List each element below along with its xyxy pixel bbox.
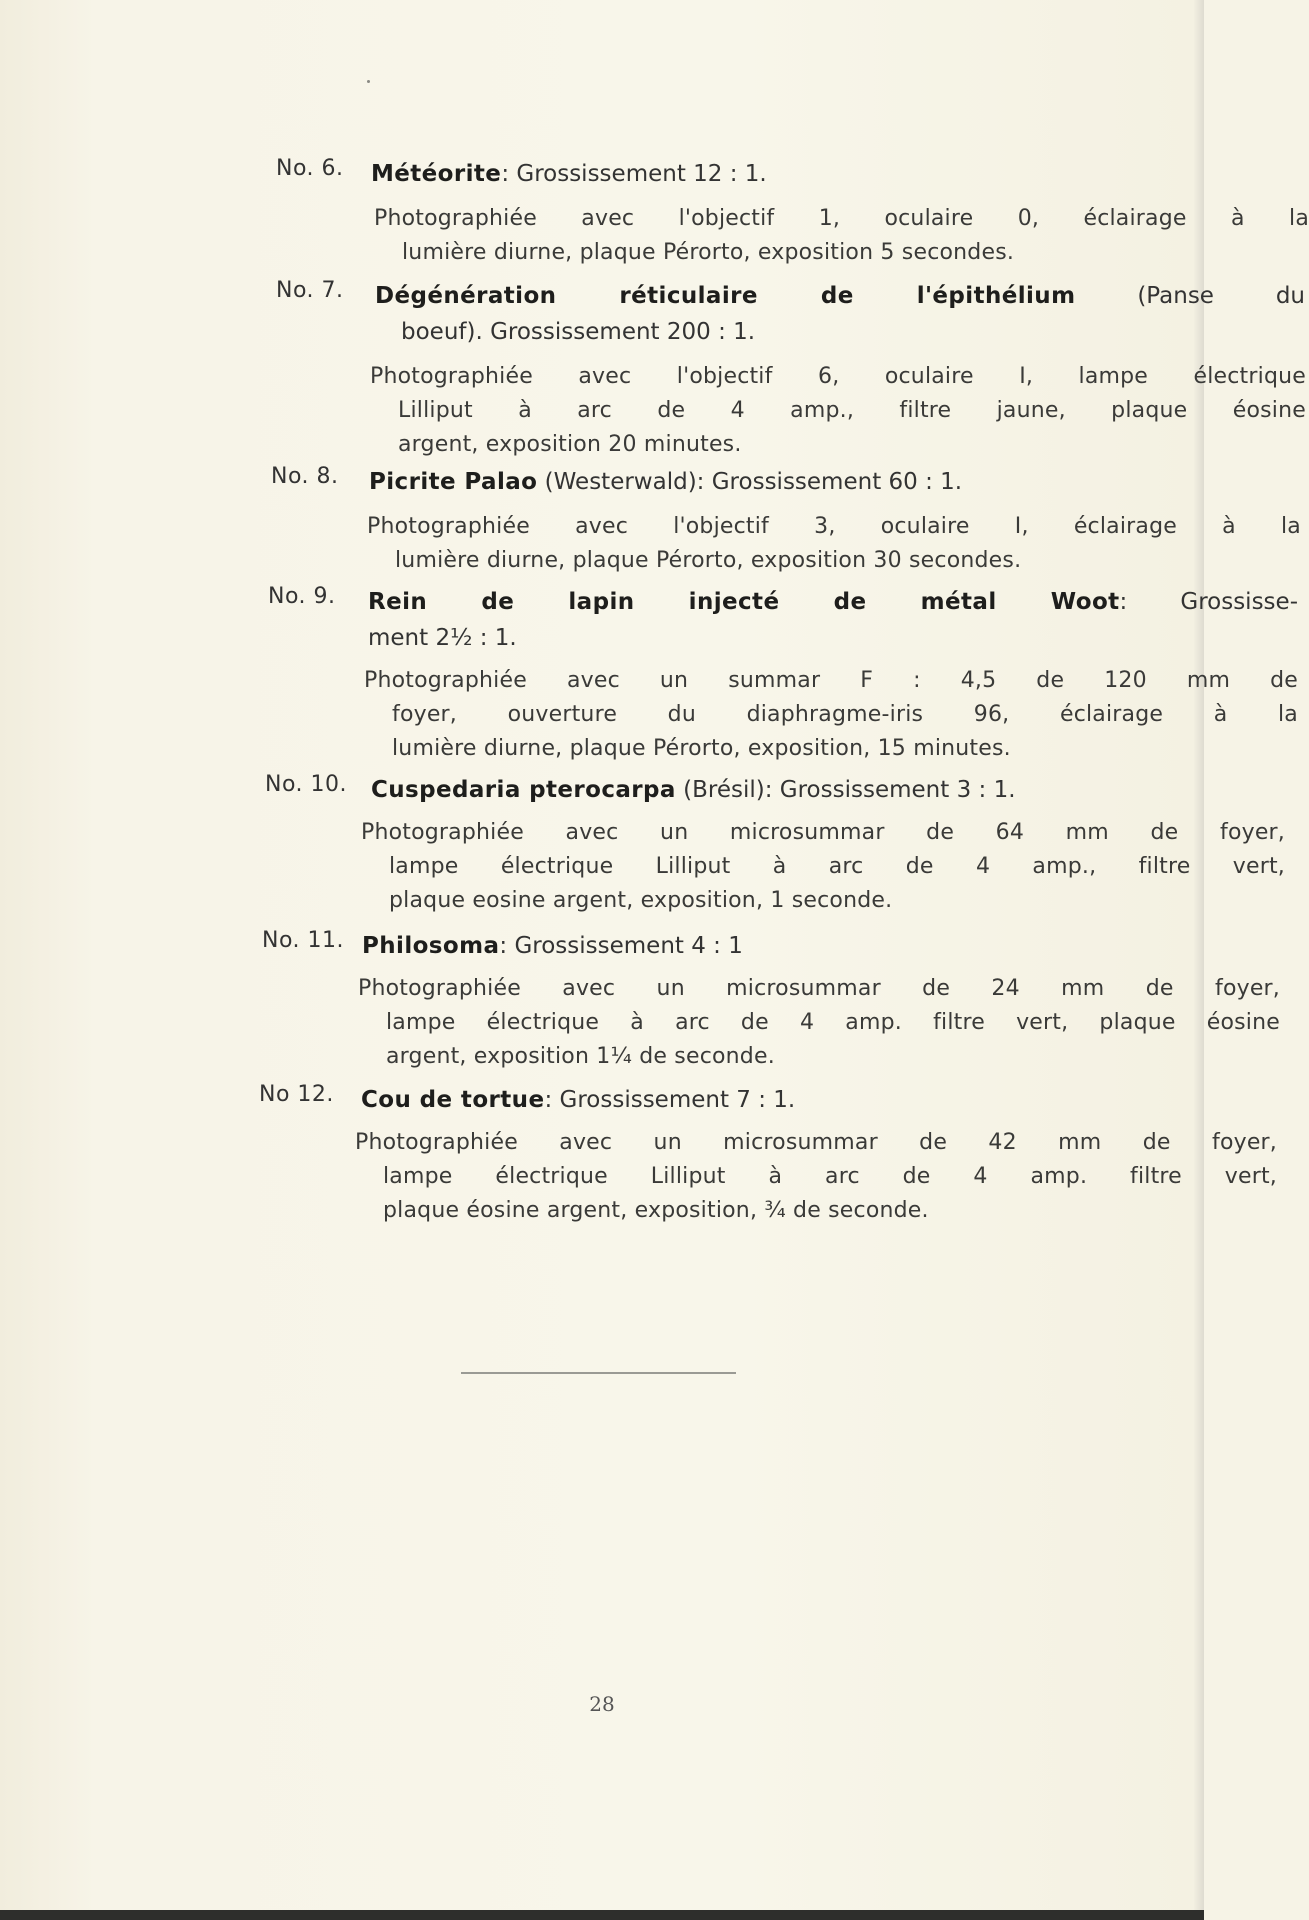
description-line: argent, exposition 20 minutes. [398, 432, 742, 457]
entry-number: No. 10. [265, 772, 348, 797]
entry-number: No. 7. [276, 278, 344, 303]
description-line: lampe électrique Lilliput à arc de 4 amp. filtre vert, [383, 1164, 1277, 1189]
entry-title: Picrite Palao [369, 469, 538, 495]
description-line: Photographiée avec l'objectif 6, oculaire I, lampe électrique [370, 364, 1306, 389]
entry-description [358, 972, 1280, 1074]
description-line: Photographiée avec un summar F : 4,5 de 120 mm de [364, 668, 1298, 693]
description-line: lumière diurne, plaque Pérorto, exposition 5 secondes. [402, 240, 1015, 265]
description-line: Photographiée avec l'objectif 3, oculaire I, éclairage à la [367, 514, 1301, 539]
entry-description [364, 664, 1298, 766]
entry-title: Cou de tortue [361, 1087, 545, 1113]
entry-title: Rein de lapin injecté de métal Woot [368, 589, 1120, 615]
entry-title: Cuspedaria pterocarpa [371, 777, 676, 803]
description-line: Photographiée avec l'objectif 1, oculaire 0, éclairage à la [374, 206, 1309, 231]
entry-description [361, 816, 1285, 918]
entry-magnification: : Grossissement 7 : 1. [544, 1087, 796, 1113]
description-line: Photographiée avec un microsummar de 64 mm de foyer, [361, 820, 1285, 845]
entry-magnification: (Westerwald): Grossissement 60 : 1. [537, 469, 963, 495]
entry-heading [375, 278, 1305, 350]
entry-number: No. 8. [271, 464, 339, 489]
entry-magnification: : Grossissement 4 : 1 [499, 933, 743, 959]
entry-title: Philosoma [362, 933, 500, 959]
section-divider [461, 1372, 736, 1374]
description-line: foyer, ouverture du diaphragme-iris 96, éclairage à la [392, 702, 1298, 727]
entry-heading [371, 772, 1306, 808]
paper-speck [367, 80, 370, 83]
entry-description [367, 510, 1301, 578]
entry-heading [369, 464, 1304, 500]
description-line: plaque éosine argent, exposition, ¾ de seconde. [383, 1198, 929, 1223]
entry-description [374, 202, 1309, 270]
entry-description [355, 1126, 1277, 1228]
description-line: plaque eosine argent, exposition, 1 seconde. [389, 888, 893, 913]
description-line: lampe électrique Lilliput à arc de 4 amp., filtre vert, [389, 854, 1285, 879]
scan-bottom-edge [0, 1910, 1204, 1920]
description-line: lumière diurne, plaque Pérorto, exposition, 15 minutes. [392, 736, 1011, 761]
entry-number: No 12. [259, 1082, 334, 1107]
entry-magnification: : Grossissement 12 : 1. [501, 161, 767, 187]
description-line: argent, exposition 1¼ de seconde. [386, 1044, 775, 1069]
entry-heading [371, 156, 1306, 192]
entry-magnification: ment 2½ : 1. [368, 625, 517, 651]
page-number: 28 [589, 1692, 615, 1716]
entry-description [370, 360, 1306, 462]
description-line: Photographiée avec un microsummar de 24 mm de foyer, [358, 976, 1280, 1001]
entry-title: Dégénération réticulaire de l'épithélium [375, 283, 1076, 309]
entry-heading [362, 928, 1297, 964]
entry-number: No. 6. [276, 156, 344, 181]
entry-heading-continued: (Panse du [1075, 283, 1306, 309]
description-line: lumière diurne, plaque Pérorto, exposition 30 secondes. [395, 548, 1022, 573]
description-line: Photographiée avec un microsummar de 42 mm de foyer, [355, 1130, 1277, 1155]
entry-magnification: (Brésil): Grossissement 3 : 1. [675, 777, 1016, 803]
entry-title: Météorite [371, 161, 502, 187]
description-line: lampe électrique à arc de 4 amp. filtre vert, plaque éosine [386, 1010, 1280, 1035]
entry-number: No. 11. [262, 928, 345, 953]
entry-heading [361, 1082, 1296, 1118]
description-line: Lilliput à arc de 4 amp., filtre jaune, plaque éosine [398, 398, 1306, 423]
entry-magnification: boeuf). Grossissement 200 : 1. [401, 319, 756, 345]
entry-number: No. 9. [268, 584, 336, 609]
entry-heading [368, 584, 1298, 656]
entry-heading-continued: : Grossisse- [1119, 589, 1298, 615]
